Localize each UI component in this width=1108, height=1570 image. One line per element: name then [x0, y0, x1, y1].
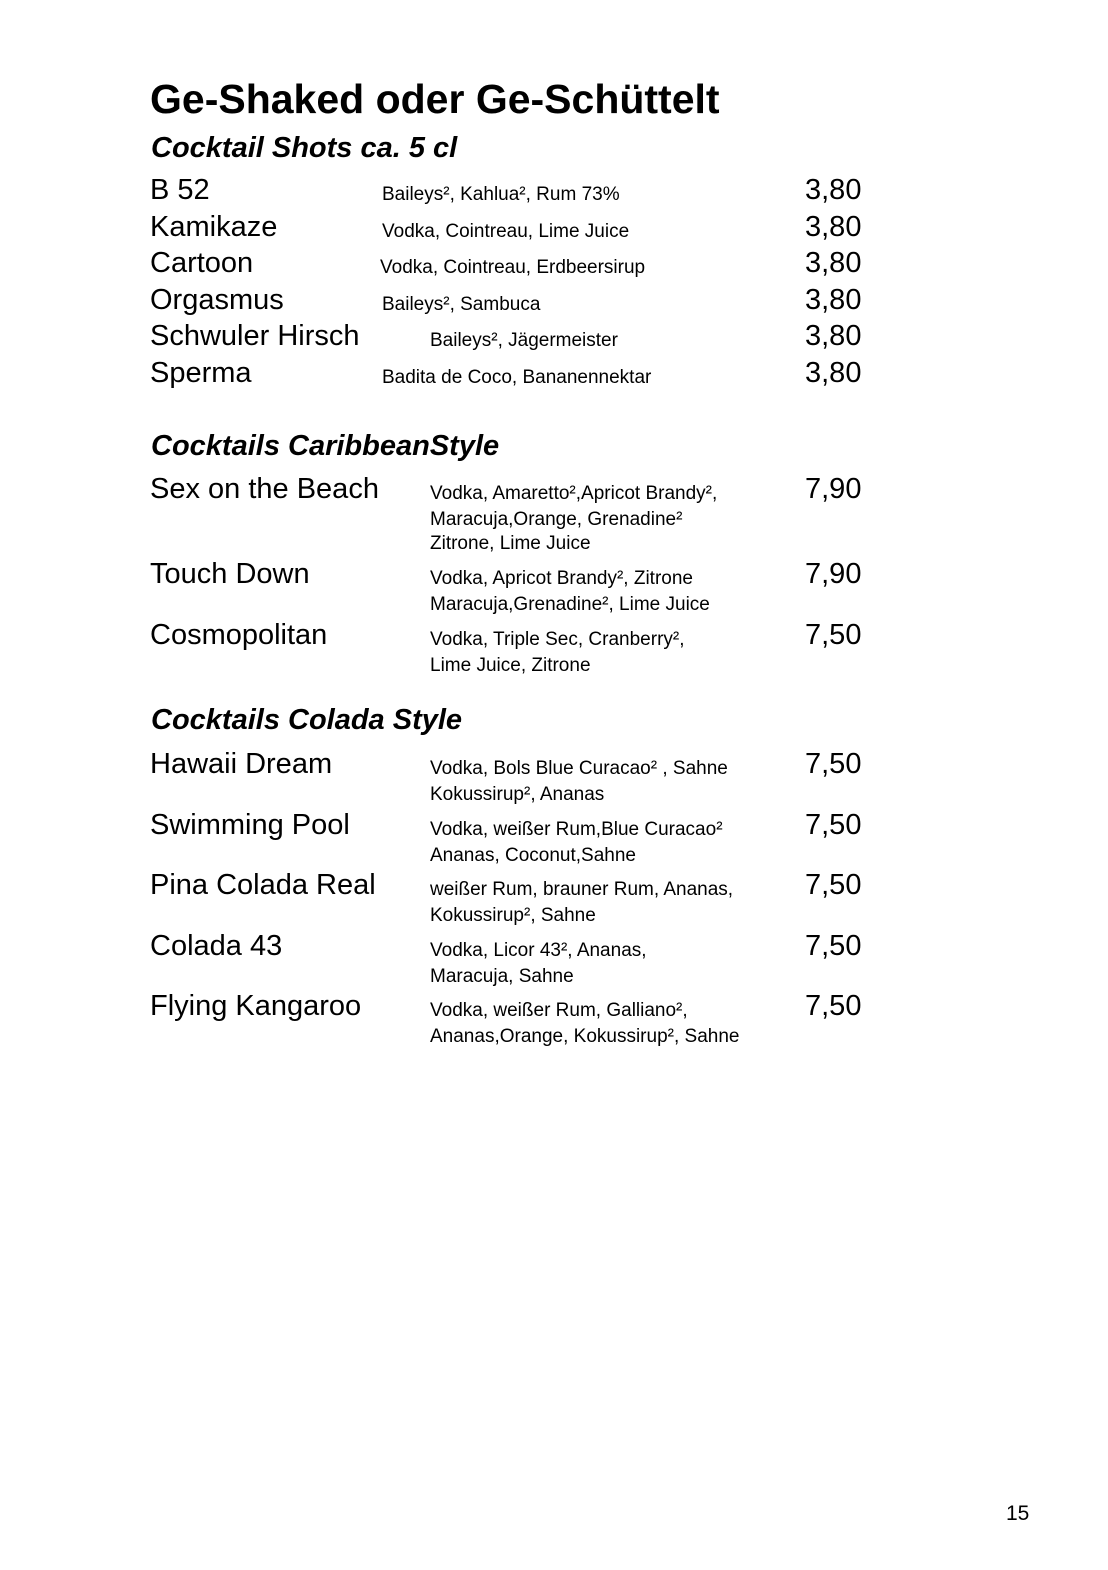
- section-heading-colada-style: Cocktails Colada Style: [151, 704, 463, 736]
- item-price: 7,50: [805, 869, 862, 901]
- item-description-line: Baileys², Sambuca: [382, 294, 541, 315]
- item-description: [382, 182, 620, 208]
- item-price: 3,80: [805, 247, 862, 279]
- item-name: Cosmopolitan: [150, 619, 328, 651]
- item-description-line: Lime Juice, Zitrone: [430, 655, 591, 676]
- item-description-line: Vodka, Amaretto²,Apricot Brandy²,: [430, 483, 718, 504]
- item-price: 7,50: [805, 748, 862, 780]
- item-description: [382, 292, 540, 318]
- item-description: [430, 756, 728, 808]
- item-description-line: Vodka, Cointreau, Lime Juice: [382, 221, 630, 242]
- item-name: Hawaii Dream: [150, 748, 333, 780]
- item-name: Touch Down: [150, 558, 310, 590]
- item-name: Kamikaze: [150, 211, 278, 243]
- item-name: Orgasmus: [150, 284, 284, 316]
- section-heading-caribbean-style: Cocktails CaribbeanStyle: [151, 430, 500, 462]
- item-description: [382, 219, 629, 245]
- item-price: 3,80: [805, 320, 862, 352]
- item-description-line: Ananas, Coconut,Sahne: [430, 845, 636, 866]
- item-description-line: Kokussirup², Ananas: [430, 784, 605, 805]
- item-description: [430, 627, 685, 679]
- item-price: 3,80: [805, 357, 862, 389]
- item-description-line: Maracuja, Sahne: [430, 966, 574, 987]
- item-price: 7,50: [805, 809, 862, 841]
- item-description-line: Vodka, Licor 43², Ananas,: [430, 940, 647, 961]
- item-description-line: Vodka, Apricot Brandy², Zitrone: [430, 568, 693, 589]
- item-description-line: Zitrone, Lime Juice: [430, 533, 591, 554]
- item-description-line: Maracuja,Orange, Grenadine²: [430, 509, 683, 530]
- item-description: [382, 365, 651, 391]
- item-description: [430, 817, 723, 869]
- item-description-line: Ananas,Orange, Kokussirup², Sahne: [430, 1026, 740, 1047]
- item-name: Colada 43: [150, 930, 283, 962]
- page-number: 15: [1006, 1502, 1030, 1525]
- item-description: [380, 255, 645, 281]
- item-price: 7,50: [805, 619, 862, 651]
- item-name: Flying Kangaroo: [150, 990, 362, 1022]
- item-name: Cartoon: [150, 247, 254, 279]
- item-description-line: Kokussirup², Sahne: [430, 905, 596, 926]
- item-price: 3,80: [805, 211, 862, 243]
- item-price: 3,80: [805, 284, 862, 316]
- item-description-line: Vodka, weißer Rum, Galliano²,: [430, 1000, 688, 1021]
- item-description: [430, 328, 618, 354]
- section-heading-cocktail-shots: Cocktail Shots ca. 5 cl: [151, 132, 458, 164]
- item-description: [430, 998, 739, 1050]
- item-description-line: Vodka, Cointreau, Erdbeersirup: [380, 257, 646, 278]
- page-title: Ge-Shaked oder Ge-Schüttelt: [150, 76, 720, 122]
- item-price: 3,80: [805, 174, 862, 206]
- item-description-line: weißer Rum, brauner Rum, Ananas,: [430, 879, 734, 900]
- item-name: Sperma: [150, 357, 252, 389]
- item-description-line: Maracuja,Grenadine², Lime Juice: [430, 594, 710, 615]
- item-description-line: Vodka, Bols Blue Curacao² , Sahne: [430, 758, 728, 779]
- item-description-line: Baileys², Jägermeister: [430, 330, 618, 351]
- item-description-line: Vodka, weißer Rum,Blue Curacao²: [430, 819, 723, 840]
- item-description-line: Vodka, Triple Sec, Cranberry²,: [430, 629, 685, 650]
- item-description-line: Baileys², Kahlua², Rum 73%: [382, 184, 620, 205]
- item-name: Schwuler Hirsch: [150, 320, 360, 352]
- item-description: [430, 877, 733, 929]
- item-name: Swimming Pool: [150, 809, 350, 841]
- item-price: 7,50: [805, 930, 862, 962]
- item-price: 7,90: [805, 473, 862, 505]
- item-description: [430, 566, 710, 618]
- item-name: B 52: [150, 174, 210, 206]
- item-name: Sex on the Beach: [150, 473, 379, 505]
- item-description: [430, 481, 717, 557]
- item-price: 7,90: [805, 558, 862, 590]
- item-description: [430, 938, 647, 990]
- item-price: 7,50: [805, 990, 862, 1022]
- item-description-line: Badita de Coco, Bananennektar: [382, 367, 652, 388]
- item-name: Pina Colada Real: [150, 869, 376, 901]
